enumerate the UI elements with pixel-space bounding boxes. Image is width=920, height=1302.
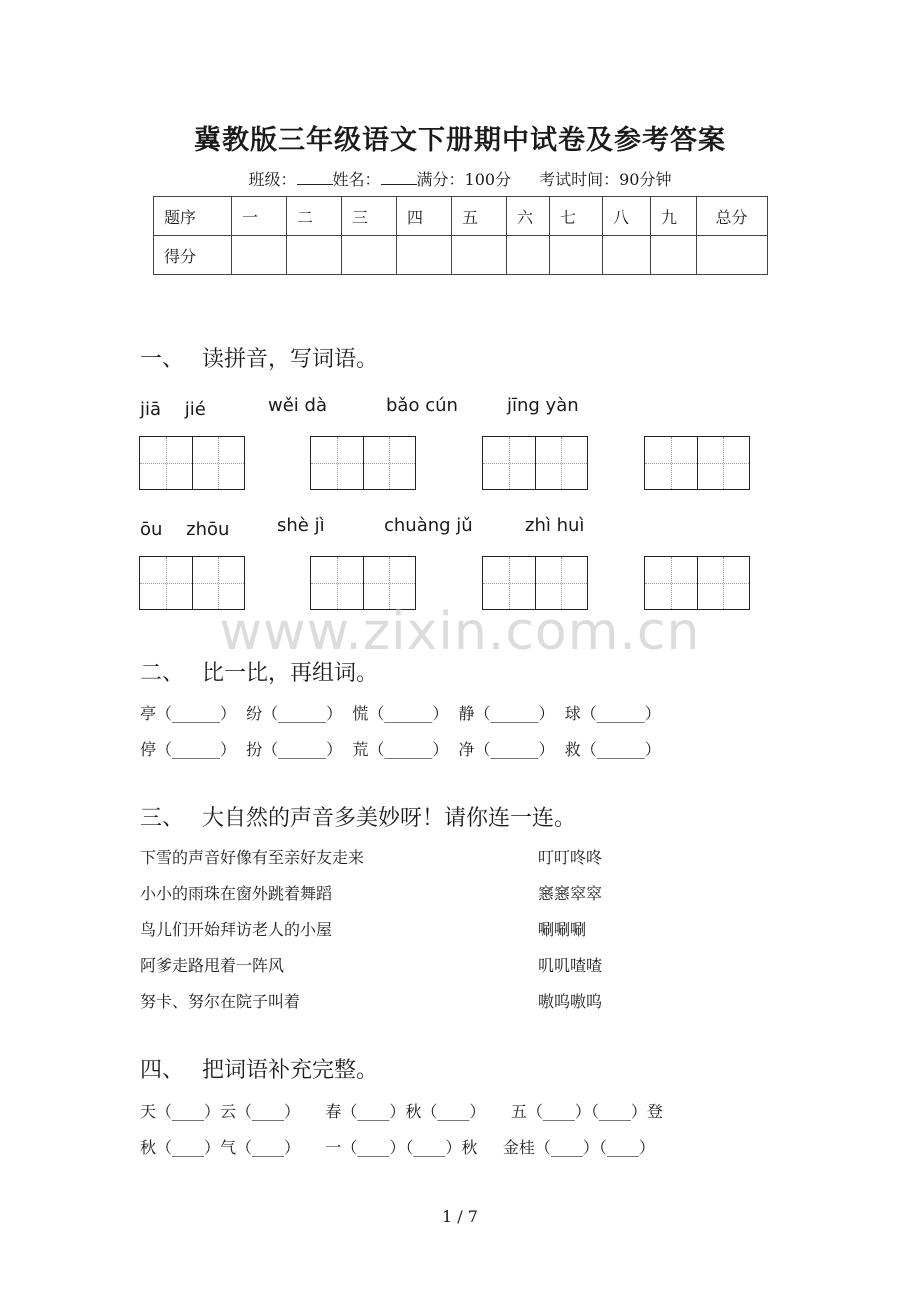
score-cell[interactable] — [603, 236, 651, 275]
score-cell[interactable] — [287, 236, 342, 275]
pinyin-3: bǎo cún — [386, 395, 458, 416]
score-value-row — [154, 236, 768, 275]
pinyin-5: ōu zhōu — [140, 519, 230, 540]
section-title: 读拼音，写词语。 — [202, 347, 379, 372]
writing-grid[interactable] — [310, 436, 416, 490]
idiom-line-1: 天（____）云（____） 春（____）秋（____） 五（____）（____）登 — [140, 1102, 663, 1121]
match-left-item: 努卡、努尔在院子叫着 — [140, 992, 301, 1011]
header-cell: 三 — [342, 197, 397, 236]
header-cell: 八 — [603, 197, 651, 236]
score-cell[interactable] — [342, 236, 397, 275]
score-table — [153, 196, 768, 275]
match-left-item: 下雪的声音好像有至亲好友走来 — [140, 848, 365, 867]
match-right-item: 嗷呜嗷呜 — [538, 992, 603, 1011]
section-number: 三、 — [140, 806, 185, 831]
writing-grid[interactable] — [139, 436, 245, 490]
writing-grid[interactable] — [644, 436, 750, 490]
match-left-item: 小小的雨珠在窗外跳着舞蹈 — [140, 884, 333, 903]
class-label: 班级： — [248, 170, 297, 189]
name-label: 姓名： — [332, 170, 381, 189]
score-cell[interactable] — [651, 236, 697, 275]
idiom-line-2: 秋（____）气（____） 一（____）（____）秋 金桂（____）（____） — [140, 1138, 655, 1157]
section-4-heading — [140, 1053, 378, 1084]
writing-grid[interactable] — [482, 436, 588, 490]
header-cell: 一 — [232, 197, 287, 236]
header-cell: 二 — [287, 197, 342, 236]
section-number: 二、 — [140, 661, 185, 686]
score-cell[interactable] — [697, 236, 768, 275]
match-left-item: 阿爹走路甩着一阵风 — [140, 956, 285, 975]
page-title: 冀教版三年级语文下册期中试卷及参考答案 — [194, 125, 726, 156]
pinyin-4: jīng yàn — [507, 395, 579, 416]
match-right-item: 叽叽喳喳 — [538, 956, 603, 975]
header-cell: 五 — [452, 197, 507, 236]
section-3-heading — [140, 801, 576, 832]
exam-info — [0, 167, 920, 190]
compare-line-2: 停（______） 扮（______） 荒（______） 净（______） 救（______） — [140, 740, 661, 759]
class-blank — [297, 172, 333, 185]
header-cell: 六 — [507, 197, 550, 236]
compare-line-1: 亭（______） 纷（______） 慌（______） 静（______） 球（______） — [140, 704, 661, 723]
section-number: 一、 — [140, 347, 185, 372]
pinyin-7: chuàng jǔ — [384, 515, 473, 536]
header-cell: 总分 — [697, 197, 768, 236]
section-2-heading — [140, 656, 378, 687]
score-cell[interactable] — [397, 236, 452, 275]
section-title: 比一比，再组词。 — [202, 661, 379, 686]
pinyin-6: shè jì — [277, 515, 325, 536]
pinyin-8: zhì huì — [525, 515, 585, 536]
exam-time: 考试时间：90分钟 — [539, 170, 672, 189]
pinyin-1: jiā jié — [140, 399, 206, 420]
score-cell[interactable] — [452, 236, 507, 275]
match-right-item: 唰唰唰 — [538, 920, 587, 939]
score-cell[interactable] — [550, 236, 603, 275]
row-label: 得分 — [154, 236, 232, 275]
match-right-item: 叮叮咚咚 — [538, 848, 603, 867]
name-blank — [381, 172, 417, 185]
score-cell[interactable] — [507, 236, 550, 275]
score-header-row — [154, 197, 768, 236]
section-number: 四、 — [140, 1058, 185, 1083]
section-title: 把词语补充完整。 — [202, 1058, 379, 1083]
header-cell: 七 — [550, 197, 603, 236]
pinyin-2: wěi dà — [268, 395, 327, 416]
match-right-item: 窸窸窣窣 — [538, 884, 603, 903]
header-cell: 四 — [397, 197, 452, 236]
match-left-item: 鸟儿们开始拜访老人的小屋 — [140, 920, 333, 939]
page-number: 1 / 7 — [442, 1207, 478, 1226]
header-cell: 九 — [651, 197, 697, 236]
section-title: 大自然的声音多美妙呀！请你连一连。 — [202, 806, 577, 831]
score-cell[interactable] — [232, 236, 287, 275]
full-score: 满分：100分 — [416, 170, 512, 189]
watermark: www.zixin.com.cn — [219, 602, 701, 662]
section-1-heading — [140, 342, 378, 373]
header-cell: 题序 — [154, 197, 232, 236]
